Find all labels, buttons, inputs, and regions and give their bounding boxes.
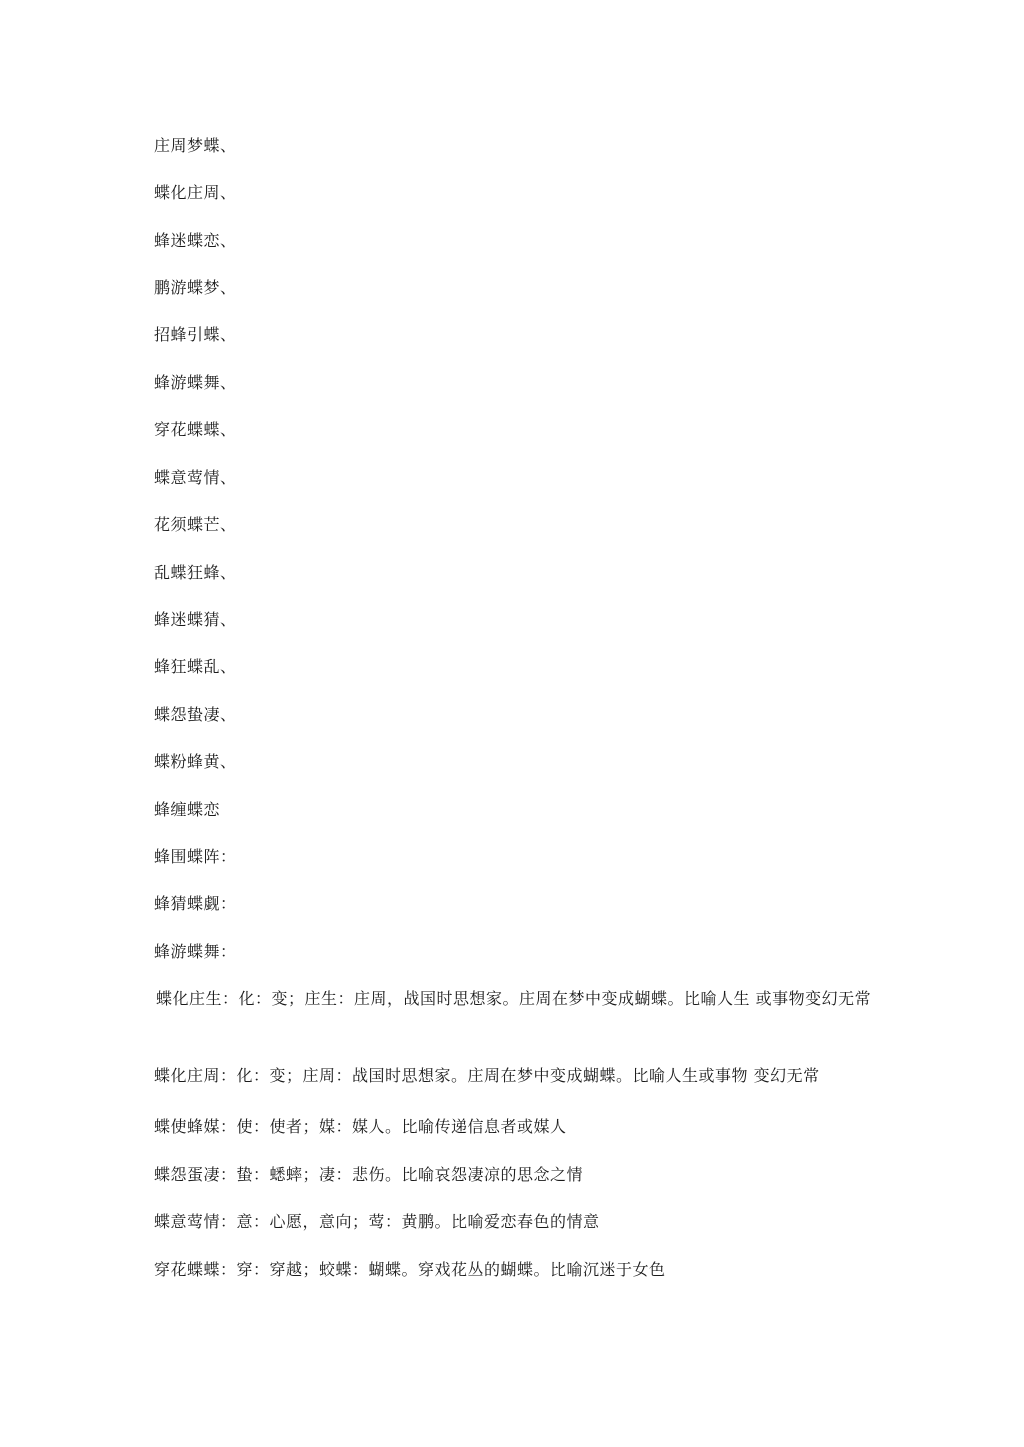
list-item: 蝶意莺情、 bbox=[154, 468, 237, 487]
list-item: 蜂游蝶舞： bbox=[154, 942, 237, 961]
definition-line: 穿花蝶蝶：穿：穿越；蛟蝶：蝴蝶。穿戏花丛的蝴蝶。比喻沉迷于女色 bbox=[154, 1260, 666, 1279]
list-item: 乱蝶狂蜂、 bbox=[154, 563, 237, 582]
definition-line: 蝶化庄周：化：变；庄周：战国时思想家。庄周在梦中变成蝴蝶。比喻人生或事物 变幻无常 bbox=[154, 1066, 820, 1085]
list-item: 庄周梦蝶、 bbox=[154, 136, 237, 155]
list-item: 蜂游蝶舞、 bbox=[154, 373, 237, 392]
list-item: 花须蝶芒、 bbox=[154, 515, 237, 534]
definition-line: 蝶怨蛋凄：蛰：蟋蟀；凄：悲伤。比喻哀怨凄凉的思念之情 bbox=[154, 1165, 584, 1184]
list-item: 蜂迷蝶猜、 bbox=[154, 610, 237, 629]
list-item: 蜂迷蝶恋、 bbox=[154, 231, 237, 250]
definition-paragraph: 蝶化庄生：化：变；庄生：庄周，战国时思想家。庄周在梦中变成蝴蝶。比喻人生 或事物变幻无常 bbox=[156, 989, 872, 1008]
list-item: 穿花蝶蝶、 bbox=[154, 420, 237, 439]
list-item: 蝶怨蛰凄、 bbox=[154, 705, 237, 724]
list-item: 招蜂引蝶、 bbox=[154, 325, 237, 344]
list-item: 蜂缠蝶恋 bbox=[154, 800, 221, 819]
list-item: 蜂围蝶阵： bbox=[154, 847, 237, 866]
definition-line: 蝶使蜂媒：使：使者；媒：媒人。比喻传递信息者或媒人 bbox=[154, 1117, 567, 1136]
list-item: 蜂狂蝶乱、 bbox=[154, 657, 237, 676]
list-item: 蝶粉蜂黄、 bbox=[154, 752, 237, 771]
list-item: 蝶化庄周、 bbox=[154, 183, 237, 202]
list-item: 鹏游蝶梦、 bbox=[154, 278, 237, 297]
list-item: 蜂猜蝶觑： bbox=[154, 894, 237, 913]
definition-line: 蝶意莺情：意：心愿，意向；莺：黄鹏。比喻爱恋春色的情意 bbox=[154, 1212, 600, 1231]
